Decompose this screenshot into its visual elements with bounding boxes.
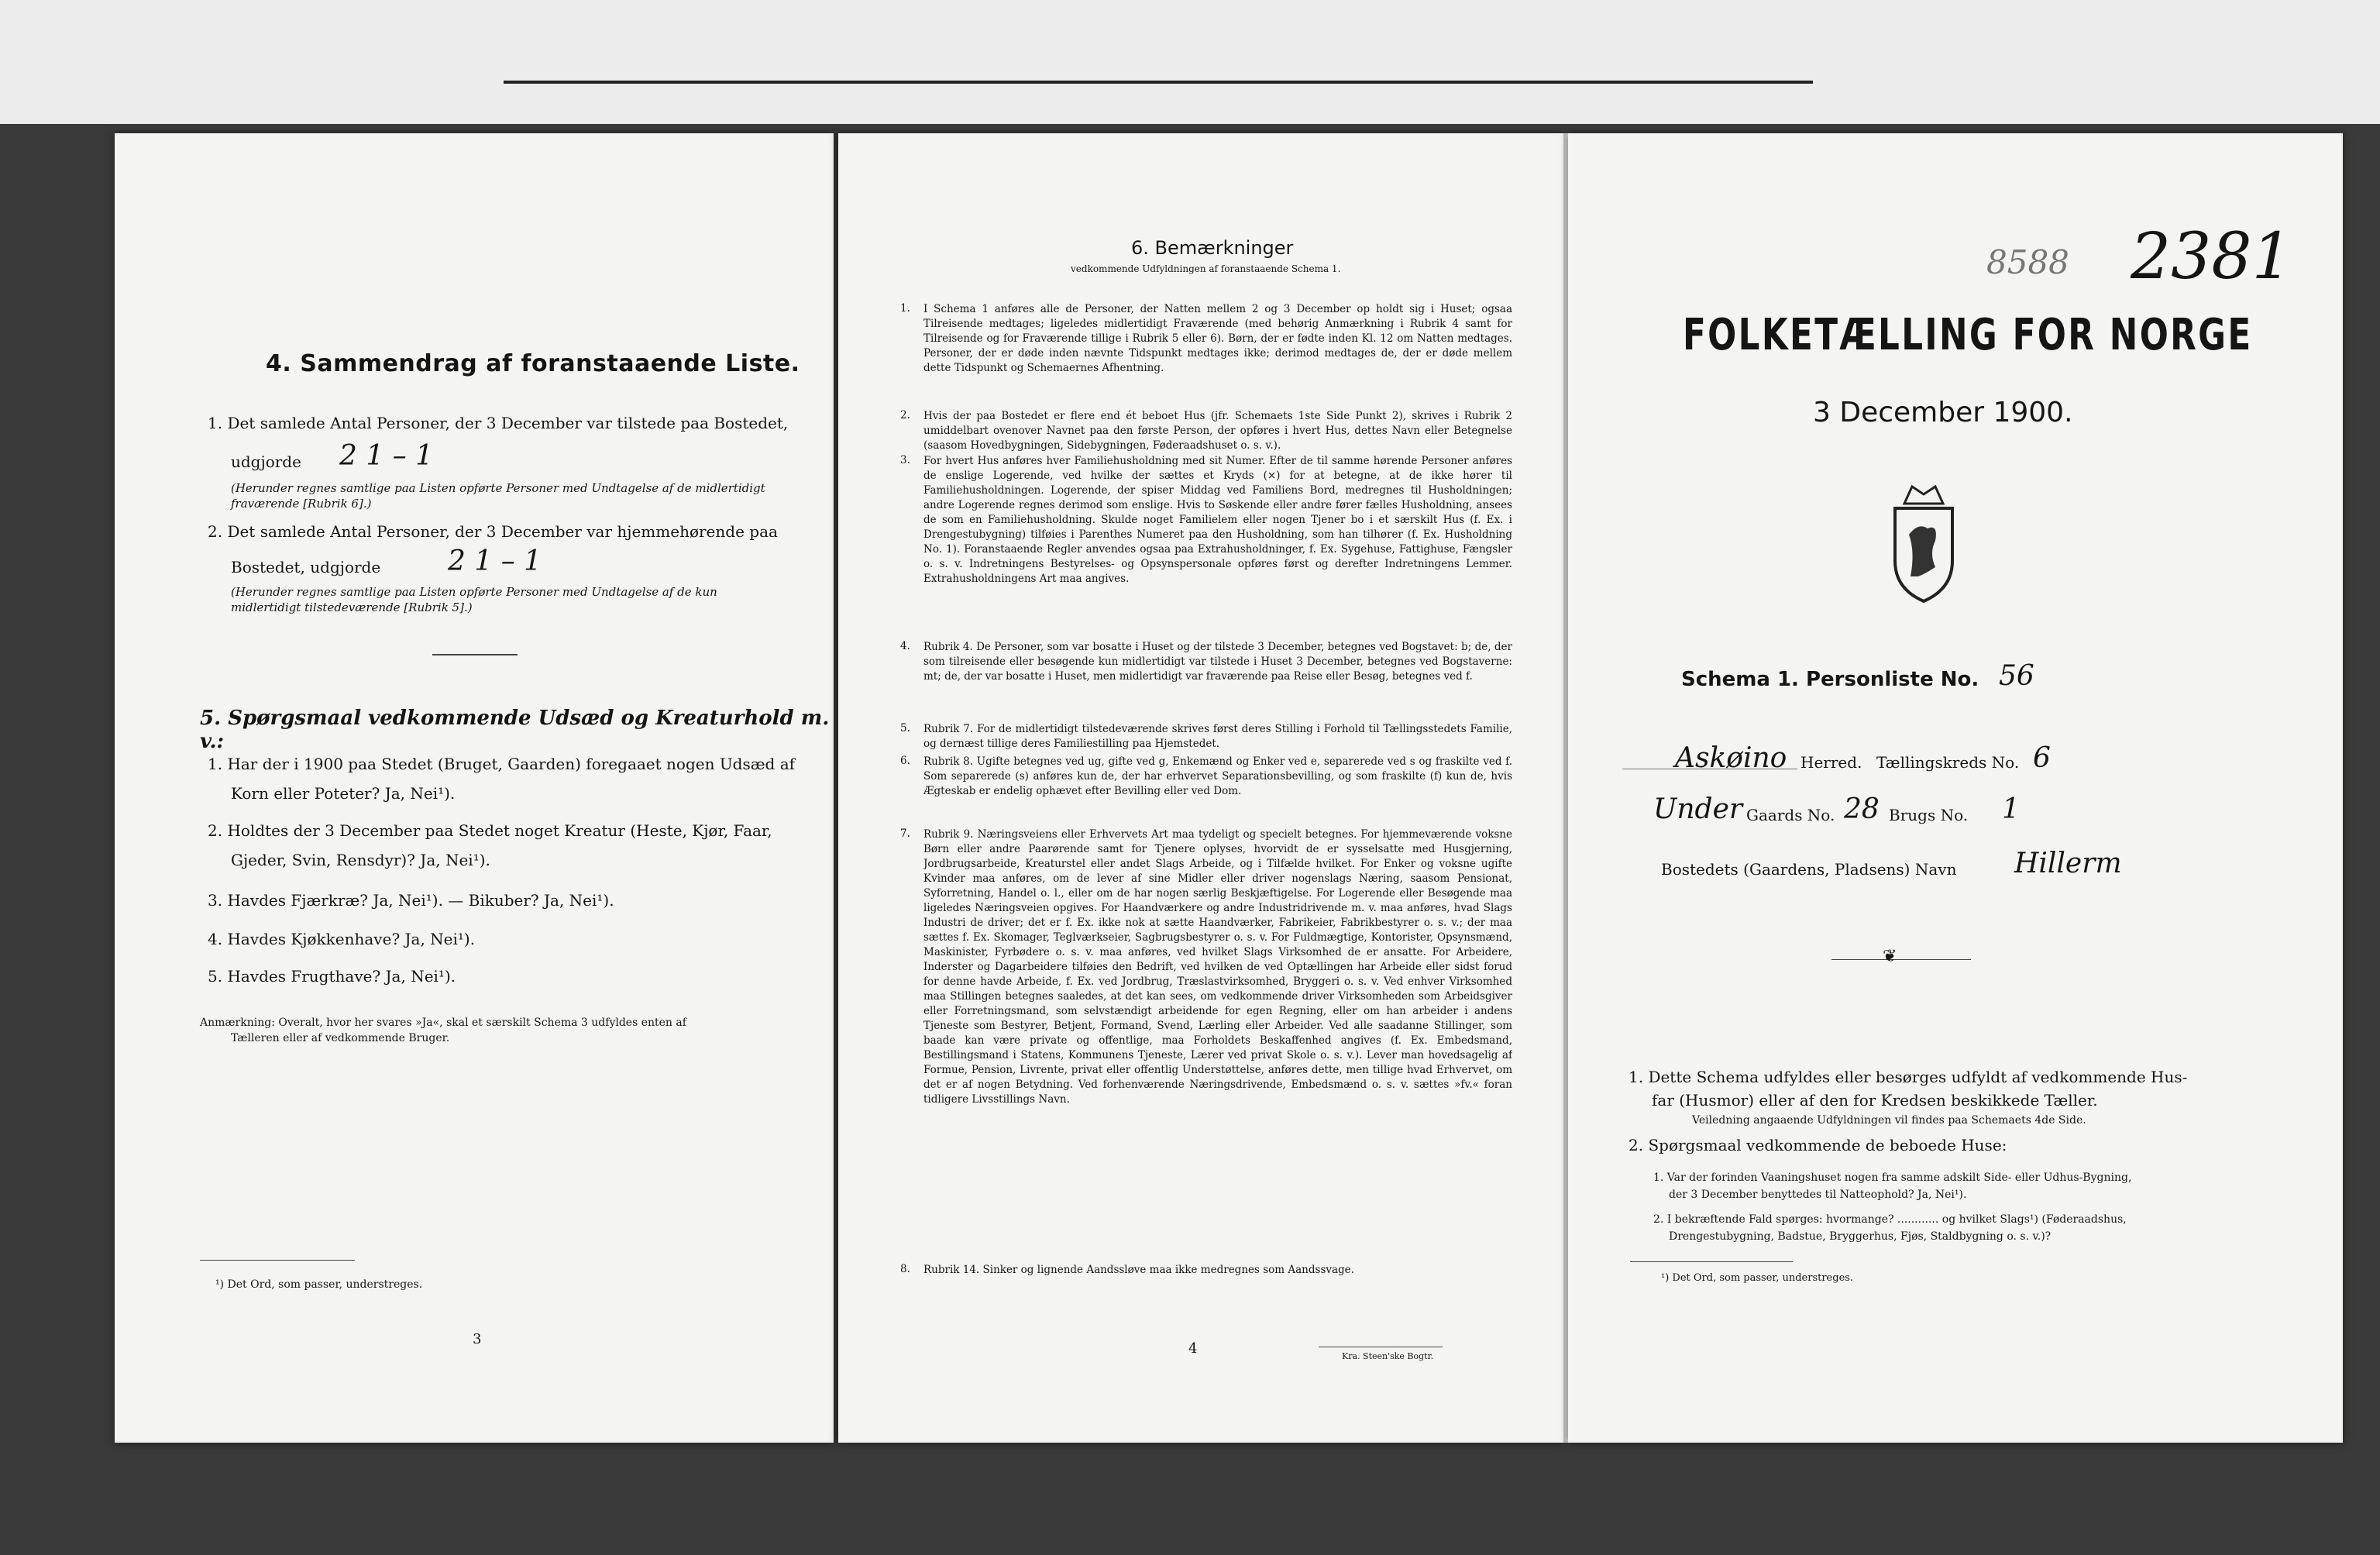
section-4-title: 4. Sammendrag af foranstaaende Liste. <box>266 350 800 377</box>
section-5-title: 5. Spørgsmaal vedkommende Udsæd og Kreaturhold m. v.: <box>200 707 830 753</box>
norway-coat-of-arms-icon <box>1881 480 1966 604</box>
census-date: 3 December 1900. <box>1813 397 2073 428</box>
handwritten-number-big: 2381 <box>2131 220 2292 294</box>
instruction-2: 2. Spørgsmaal vedkommende de beboede Huse: <box>1629 1136 2007 1154</box>
remark-text: Rubrik 4. De Personer, som var bosatte i Huset og der tilstede 3 December, betegnes ved Bogstavet: b; de, der som tilreisende eller besøgende kun midlertidigt var tilstede i Huset 3 December, betegnes ved Bogstaverne: mt; de, der var bosatte i Huset, men midlertidigt var fraværende paa Reise eller Besøg, betegnes ved f. <box>923 641 1512 683</box>
gaards-label: Gaards No. <box>1746 806 1835 824</box>
instruction-2-1a: 1. Var der forinden Vaaningshuset nogen fra samme adskilt Side- eller Udhus-Bygning, <box>1653 1171 2132 1184</box>
remark-number: 7. <box>900 827 910 840</box>
remark-number: 6. <box>900 755 910 767</box>
page-4 <box>838 133 1563 1443</box>
remark-number: 5. <box>900 722 910 734</box>
brugs-label: Brugs No. <box>1889 806 1969 824</box>
q2-handwritten-value: 2 1 – 1 <box>448 545 542 577</box>
printer-imprint: Kra. Steen'ske Bogtr. <box>1342 1351 1434 1361</box>
remarks-title: 6. Bemærkninger <box>1131 237 1294 259</box>
remark-text: Rubrik 7. For de midlertidigt tilstedeværende skrives først deres Stilling i Forhold til Tællingsstedets Familie, og dernæst tillige deres Familiestilling paa Hjemstedet. <box>923 723 1512 750</box>
brugs-value: 1 <box>2002 793 2020 825</box>
scan-background-top <box>0 0 2380 124</box>
page-1-cover <box>1568 133 2343 1443</box>
q2-text: 2. Det samlede Antal Personer, der 3 December var hjemmehørende paa <box>208 522 778 541</box>
page-number: 4 <box>1188 1340 1198 1357</box>
remark-text: Rubrik 9. Næringsveiens eller Erhvervets Art maa tydeligt og specielt betegnes. For hjemmeværende voksne Børn eller andre Paarørende samt for Tjenere oplyses, hvorvidt de er sysselsatte med Husgjerning, Jordbrugsarbeide, Kreaturstel eller andet Slags Arbeide, og i Tilfælde hvilket. For Enker og voksne ugifte Kvinder maa anføres, om de lever af sine Midler eller driver nogenslags Næring, saasom Pensionat, Syforretning, Handel o. l., eller om de har nogen særlig Beskjæftigelse. For Logerende eller Besøgende maa ligeledes Næringsveien opgives. For Haandværkere og andre Industridrivende m. v. maa anføres, hvad Slags Industri de driver; det er f. Ex. ikke nok at sætte Haandværker, Fabrikeier, Fabrikbestyrer o. s. v.; der maa sættes f. Ex. Skomager, Teglværkseier, Sagbrugsbestyrer o. s. v. For Fuldmægtige, Kontorister, Opsynsmænd, Maskinister, Fyrbødere o. s. v. maa anføres, ved hvilket Slags Virksomhed de er ansatte. For Arbeidere, Inderster og Dagarbeidere tilføies den Bedrift, ved hvilken de ved Optællingen har Arbeide eller sidst forud for denne havde Arbeide, f. Ex. ved Jordbrug, Træslastvirksomhed, Bryggeri o. s. v. Ved enhver Virksomhed maa Stillingen betegnes saaledes, at det kan sees, om vedkommende driver Virksomheden som Arbeidsgiver eller Forretningsmand, som selvstændigt arbeidende for egen Regning, eller om han arbeider i andens Tjeneste som Bestyrer, Betjent, Formand, Svend, Lærling eller Arbeider. Ved alle saadanne Stillinger, som baade kan være private og offentlige, maa Forholdets Beskaffenhed angives (f. Ex. Embedsmand, Bestillingsmand i Statens, Kommunens Tjeneste, Lærer ved privat Skole o. s. v.). Lever man hovedsagelig af Formue, Pension, Livrente, privat eller offentlig Understøttelse, anføres dette, men tillige hvad Erhvervet, om det er af nogen Betydning. Ved forhenværende Næringsdrivende, Embedsmænd o. s. v. sættes »fv.« foran tidligere Livsstillings Navn. <box>923 828 1512 1106</box>
instruction-2-2b: Drengestubygning, Badstue, Bryggerhus, Fjøs, Staldbygning o. s. v.)? <box>1669 1230 2052 1243</box>
personliste-number: 56 <box>1999 660 2034 692</box>
q1-note-2: fraværende [Rubrik 6].) <box>231 497 372 511</box>
q1-handwritten-value: 2 1 – 1 <box>339 440 434 472</box>
document-title: FOLKETÆLLING FOR NORGE <box>1683 310 2253 360</box>
s5-q3: 3. Havdes Fjærkræ? Ja, Nei¹). — Bikuber? Ja, Nei¹). <box>208 891 614 910</box>
remarks-subtitle: vedkommende Udfyldningen af foranstaaende Schema 1. <box>1071 263 1341 274</box>
bosted-value: Hillerm <box>2014 848 2122 879</box>
remark-text: Rubrik 14. Sinker og lignende Aandssløve maa ikke medregnes som Aandssvage. <box>923 1264 1354 1276</box>
instruction-2-1b: der 3 December benyttedes til Natteophold? Ja, Nei¹). <box>1669 1189 1967 1201</box>
remark-number: 3. <box>900 454 910 466</box>
remark-number: 4. <box>900 640 910 652</box>
footnote-rule <box>1630 1261 1793 1262</box>
q2-note-2: midlertidigt tilstedeværende [Rubrik 5].) <box>231 600 473 614</box>
instruction-2-2a: 2. I bekræftende Fald spørges: hvormange? ............ og hvilket Slags¹) (Føderaadshus, <box>1653 1213 2127 1226</box>
q1-text: 1. Det samlede Antal Personer, der 3 December var tilstede paa Bostedet, <box>208 414 789 432</box>
q2-note-1: (Herunder regnes samtlige paa Listen opførte Personer med Undtagelse af de kun <box>231 585 717 599</box>
page-number: 3 <box>473 1331 482 1347</box>
footnote: ¹) Det Ord, som passer, understreges. <box>215 1278 423 1291</box>
instruction-1a: 1. Dette Schema udfyldes eller besørges udfyldt af vedkommende Hus- <box>1629 1068 2188 1086</box>
q2-label: Bostedet, udgjorde <box>231 558 381 576</box>
remark-text: Hvis der paa Bostedet er flere end ét beboet Hus (jfr. Schemaets 1ste Side Punkt 2), skrives i Rubrik 2 umiddelbart ovenover Navnet paa den første Person, der opføres i hvert Hus, dettes Navn eller Betegnelse (saasom Hovedbygningen, Sidebygningen, Føderaadshuset o. s. v.). <box>923 410 1512 452</box>
divider <box>432 654 518 655</box>
ornament-line <box>1831 959 1971 960</box>
s5-q2-text: 2. Holdtes der 3 December paa Stedet noget Kreatur (Heste, Kjør, Faar, <box>208 821 772 840</box>
remark-text: I Schema 1 anføres alle de Personer, der Natten mellem 2 og 3 December op holdt sig i Huset; ogsaa Tilreisende medtages; ligeledes midlertidigt Fraværende (med behørig Anmærkning i Rubrik 4 samt for Tilreisende og for Fraværende tillige i Rubrik 5 eller 6). Børn, der er fødte inden Kl. 12 om Natten medtages. Personer, der er døde inden nævnte Tidspunkt medtages ikke; derimod medtages de, der er døde mellem dette Tidspunkt og Schemaernes Afhentning. <box>923 303 1512 374</box>
q1-note-1: (Herunder regnes samtlige paa Listen opførte Personer med Undtagelse af de midlertidigt <box>231 481 765 495</box>
remark-text: For hvert Hus anføres hver Familiehusholdning med sit Numer. Efter de til samme hørende Personer anføres de enslige Logerende, ved hvilke der sættes et Kryds (×) for at betegne, at de ikke hører til Familiehusholdningen. Logerende, der spiser Middag ved Familiens Bord, medregnes til Husholdningen; andre Logerende regnes derimod som enslige. Hvis to Søskende eller andre fører fælles Husholdning, ansees de som en Familiehusholdning. Skulde noget Familielem eller nogen Tjener bo i et særskilt Hus (f. Ex. i Drengestubygning) tilføies i Parenthes Numeret paa den Husholdning, som han tilhører (f. Ex. Husholdning No. 1). Foranstaaende Regler anvendes ogsaa paa Extrahusholdninger, f. Ex. Sygehuse, Fattighuse, Fængsler o. s. v. Indretningens Bestyrelses- og Opsynspersonale opføres først og derefter Indretningens Lemmer. Extrahusholdningens Art maa angives. <box>923 455 1512 585</box>
s5-q1-text: 1. Har der i 1900 paa Stedet (Bruget, Gaarden) foregaaet nogen Udsæd af <box>208 755 796 773</box>
herred-label: Herred. <box>1800 753 1862 772</box>
gaards-value: 28 <box>1844 793 1880 825</box>
s5-q5: 5. Havdes Frugthave? Ja, Nei¹). <box>208 967 456 986</box>
instruction-1c: Veiledning angaaende Udfyldningen vil findes paa Schemaets 4de Side. <box>1692 1114 2086 1127</box>
page-3 <box>115 133 834 1443</box>
remark-line-2: Tælleren eller af vedkommende Bruger. <box>231 1032 450 1044</box>
remark-number: 8. <box>900 1263 910 1275</box>
footnote-rule <box>200 1260 355 1261</box>
under-value: Under <box>1653 793 1743 825</box>
remark-number: 1. <box>900 302 910 315</box>
scan-ruler-line <box>504 81 1813 84</box>
kreds-label: Tællingskreds No. <box>1876 753 2020 772</box>
handwritten-number-small: 8588 <box>1986 243 2069 281</box>
remark-text: Rubrik 8. Ugifte betegnes ved ug, gifte ved g, Enkemænd og Enker ved e, separerede ved s og fraskilte ved f. Som separerede (s) anføres kun de, der har erhvervet Separationsbevilling, og som fraskilte (f) kun de, hvis Ægteskab er endelig ophævet efter Bevilling eller ved Dom. <box>923 755 1512 797</box>
s5-q2-answer: Gjeder, Svin, Rensdyr)? Ja, Nei¹). <box>231 851 490 869</box>
footnote: ¹) Det Ord, som passer, understreges. <box>1661 1272 1854 1284</box>
instruction-1b: far (Husmor) eller af den for Kredsen beskikkede Tæller. <box>1652 1091 2098 1109</box>
q1-label: udgjorde <box>231 452 301 471</box>
remark-number: 2. <box>900 409 910 421</box>
herred-value: Askøino <box>1675 742 1787 774</box>
kreds-value: 6 <box>2033 742 2051 774</box>
ornament-icon: ❦ <box>1883 947 1897 966</box>
s5-q1-answer: Korn eller Poteter? Ja, Nei¹). <box>231 784 456 803</box>
schema-label: Schema 1. Personliste No. <box>1681 668 1979 691</box>
s5-q4: 4. Havdes Kjøkkenhave? Ja, Nei¹). <box>208 930 476 948</box>
bosted-label: Bostedets (Gaardens, Pladsens) Navn <box>1661 860 1957 879</box>
remark-line-1: Anmærkning: Overalt, hvor her svares »Ja«, skal et særskilt Schema 3 udfyldes enten af <box>200 1017 686 1029</box>
